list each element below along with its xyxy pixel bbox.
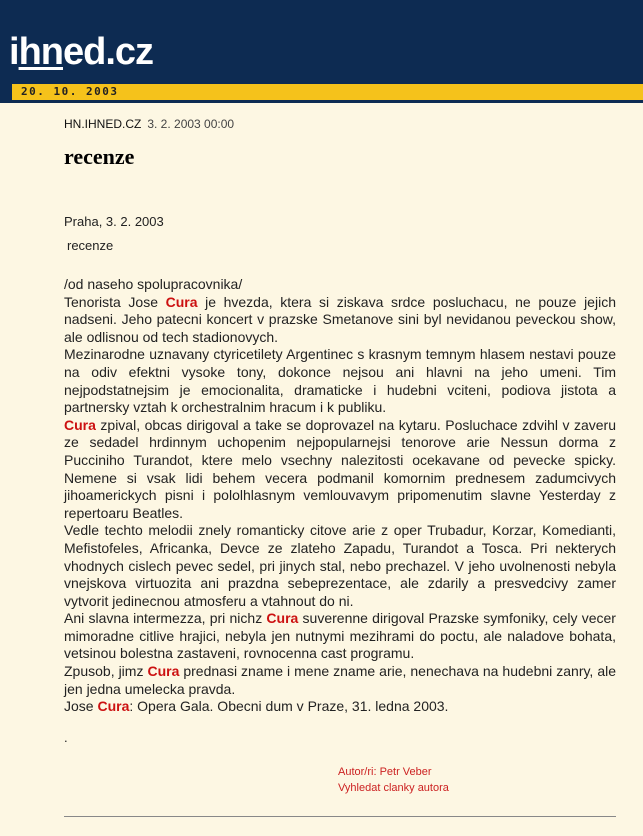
footer-divider <box>64 816 616 817</box>
paragraph-4: Cura zpival, obcas dirigoval a take se doprovazel na kytaru. Posluchace zdvihl v zaveru ze sedadel hrdinnym uchopenim nejpopularnejsi tenorove arie Nessun dorma z Pucciniho Turandot, ktere melo vsechny nalezitosti ocekavane od pevecke spicky. Nemene si vsak lidi behem vecera podmanil komornim prednesem zadumcivych jihoamerickych pisni i pololhlasnym vemlouvavym pripomenutim slavne Yesterday z repertoaru Beatles. <box>64 416 616 521</box>
paragraph-3: Mezinarodne uznavany ctyricetilety Argentinec s krasnym temnym hlasem nestavi pouze na odiv efektni vysoke tony, dokonce nejsou ani hlavni na jeho umeni. Tim nejpodstatnejsim je emocionalita, dramaticke i hudebni vciteni, podiova jistota a partnersky vztah k orchestralnim hracum i k publiku. <box>64 346 616 416</box>
place-date: Praha, 3. 2. 2003 <box>64 214 164 229</box>
highlight-name: Cura <box>266 610 299 627</box>
current-date: 20. 10. 2003 <box>21 85 119 98</box>
date-strip <box>12 84 643 100</box>
site-logo[interactable] <box>9 30 153 74</box>
article-source <box>64 117 234 131</box>
article-subtitle: recenze <box>67 238 114 253</box>
article-title: recenze <box>64 144 135 169</box>
date-bar <box>0 79 643 103</box>
logo-suffix: ed.cz <box>63 31 154 73</box>
paragraph-2: Tenorista Jose Cura je hvezda, ktera si ziskava srdce posluchacu, ne pouze jejich nadseni. Jeho patecni koncert v prazske Smetanove sini byl nevidanou peveckou show, ale odlisnou od tech stadionovych. <box>64 293 616 345</box>
paragraph-6: Ani slavna intermezza, pri nichz Cura suverenne dirigoval Prazske symfoniky, cely vecer mimoradne citlive hrajici, nebyla jen nutnymi mezihrami do poctu, ale naladove bohata, vetsinou bolestna zastaveni, rovnocenna cast programu. <box>64 610 616 662</box>
paragraph-7: Zpusob, jimz Cura prednasi zname i mene zname arie, nenechava na hudebni zanry, ale jen jedna umelecka pravda. <box>64 663 616 697</box>
paragraph-1: /od naseho spolupracovnika/ <box>64 276 243 292</box>
publish-datetime: 3. 2. 2003 00:00 <box>147 117 235 131</box>
highlight-name: Cura <box>64 416 96 433</box>
author-line: Autor/ri: Petr Veber <box>338 766 432 778</box>
trailing-dot: . <box>64 730 68 745</box>
source-name: HN.IHNED.CZ <box>64 117 142 131</box>
author-search-link[interactable]: Vyhledat clanky autora <box>338 782 449 794</box>
article-body <box>64 276 616 716</box>
logo-hn: hn <box>18 31 63 73</box>
author-block <box>338 764 449 796</box>
paragraph-8: Jose Cura: Opera Gala. Obecni dum v Praze, 31. ledna 2003. <box>64 698 449 715</box>
paragraph-5: Vedle techto melodii znely romanticky citove arie z oper Trubadur, Korzar, Komedianti, Mefistofeles, Africanka, Devce ze zlateho Zapadu, Turandot a Tosca. Pri nekterych vhodnych cislech pevec sedel, pri jinych stal, nebo prechazel. V jeho uvolnenosti nebyla vnejskova virtuozita ani prazdna sebeprezentace, ale zdarily a presvedcivy zamer vytvorit jedinecnou atmosferu a vtahnout do ni. <box>64 522 616 609</box>
site-header <box>0 0 643 79</box>
highlight-name: Cura <box>165 293 198 310</box>
highlight-name: Cura <box>97 698 130 715</box>
highlight-name: Cura <box>147 663 180 680</box>
logo-prefix: i <box>9 31 19 73</box>
